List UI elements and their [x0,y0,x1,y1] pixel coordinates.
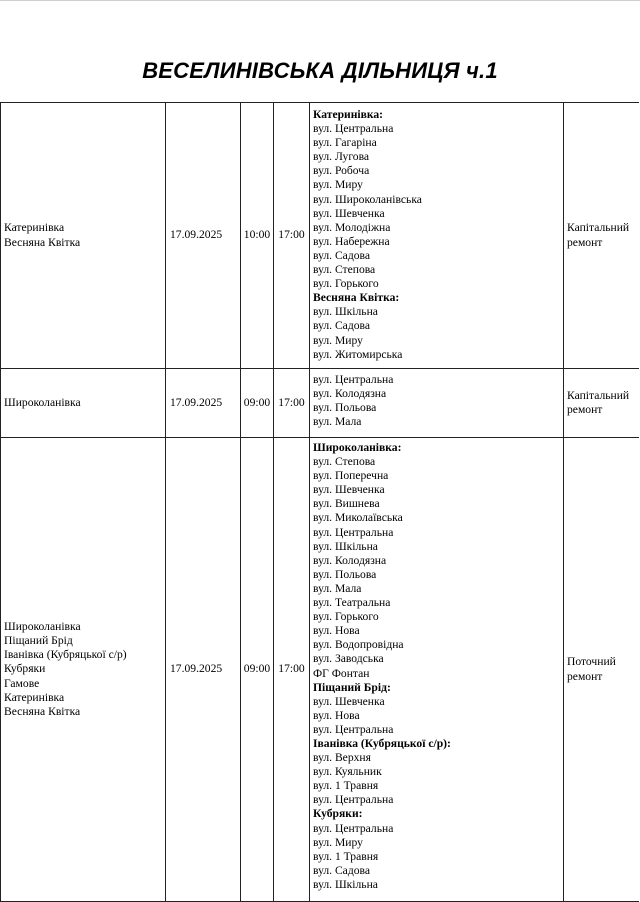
street-name: вул. 1 Травня [313,779,379,793]
table-row [1,103,640,369]
work-type-cell [564,438,640,902]
work-type-text: Капітальний [567,221,630,235]
street-name: вул. Вишнева [313,497,380,511]
work-type-text: ремонт [567,235,603,249]
street-name: вул. Нова [313,624,360,638]
street-name: вул. Мала [313,581,362,595]
date-cell: 17.09.2025 [166,438,241,902]
streets-cell [310,438,564,902]
settlement-name: Катеринівка [4,221,65,235]
work-type-text: Поточний [567,655,616,669]
settlement-header: Кубряки: [313,807,363,821]
street-name: вул. Поперечна [313,469,389,483]
street-name: вул. Садова [313,319,370,333]
settlement-header: Піщаний Брід: [313,680,391,694]
street-name: вул. Нова [313,708,360,722]
work-type-text: Капітальний [567,388,630,402]
street-name: вул. Водопровідна [313,638,404,652]
street-name: вул. Миру [313,333,363,347]
street-name: вул. Степова [313,455,376,469]
date-cell: 17.09.2025 [166,369,241,438]
street-name: вул. Молодіжна [313,220,391,234]
street-name: вул. Горького [313,610,379,624]
end-time-cell: 17:00 [274,103,310,369]
street-name: вул. Шкільна [313,539,378,553]
street-name: вул. Центральна [313,821,394,835]
start-time-cell: 09:00 [241,438,274,902]
street-name: вул. Шевченка [313,483,385,497]
settlement-name: Кубряки [4,662,46,676]
table-row [1,369,640,438]
street-name: вул. Гагаріна [313,136,377,150]
top-border-line [0,0,640,1]
settlement-name: Гамове [4,676,40,690]
settlement-header: Широколанівка: [313,441,402,454]
settlement-name: Катеринівка [4,690,65,704]
street-name: вул. 1 Травня [313,849,379,863]
street-name: вул. Польова [313,567,377,581]
street-name: вул. Житомирська [313,347,403,361]
street-name: вул. Центральна [313,525,394,539]
street-name: вул. Горького [313,277,379,291]
settlement-name: Весняна Квітка [4,704,81,718]
outage-schedule-table [0,102,639,902]
street-name: вул. Широколанівська [313,192,422,206]
street-name: вул. Центральна [313,793,394,807]
settlement-name: Широколанівка [4,395,81,409]
street-name: вул. Центральна [313,122,394,136]
work-type-text: ремонт [567,669,603,683]
street-name: вул. Робоча [313,164,370,178]
street-name: вул. Верхня [313,751,371,765]
settlement-name: Іванівка (Кубряцької с/р) [4,648,127,662]
table-row [1,438,640,902]
street-name: вул. Колодязна [313,553,387,567]
street-name: вул. Миру [313,178,363,192]
streets-cell [310,369,564,438]
settlements-cell [1,103,166,369]
street-name: вул. Садова [313,248,370,262]
street-name: вул. Миколаївська [313,511,403,525]
street-name: вул. Колодязна [313,387,387,401]
street-name: вул. Степова [313,263,376,277]
settlement-name: Широколанівка [4,620,81,634]
streets-cell [310,103,564,369]
settlement-header: Весняна Квітка: [313,291,400,305]
start-time-cell: 09:00 [241,369,274,438]
street-name: вул. Миру [313,835,363,849]
work-type-cell [564,103,640,369]
street-name: вул. Центральна [313,722,394,736]
street-name: вул. Мала [313,415,362,429]
street-name: вул. Шевченка [313,694,385,708]
settlement-name: Весняна Квітка [4,235,81,249]
street-name: вул. Лугова [313,150,370,164]
end-time-cell: 17:00 [274,438,310,902]
street-name: вул. Шевченка [313,206,385,220]
settlements-cell [1,369,166,438]
street-name: вул. Набережна [313,234,390,248]
street-name: вул. Шкільна [313,305,378,319]
settlement-header: Катеринівка: [313,108,384,121]
street-name: вул. Заводська [313,652,384,666]
work-type-cell [564,369,640,438]
street-name: вул. Садова [313,863,370,877]
page-title: ВЕСЕЛИНІВСЬКА ДІЛЬНИЦЯ ч.1 [142,58,498,83]
street-name: вул. Куяльник [313,765,382,779]
date-cell: 17.09.2025 [166,103,241,369]
street-name: вул. Центральна [313,373,394,386]
settlement-name: Піщаний Брід [4,634,73,648]
start-time-cell: 10:00 [241,103,274,369]
street-name: вул. Шкільна [313,877,378,891]
street-name: вул. Польова [313,401,377,415]
settlement-header: Іванівка (Кубряцької с/р): [313,736,451,750]
work-type-text: ремонт [567,403,603,416]
street-name: ФГ Фонтан [313,666,370,680]
street-name: вул. Театральна [313,596,391,610]
end-time-cell: 17:00 [274,369,310,438]
settlements-cell [1,438,166,902]
